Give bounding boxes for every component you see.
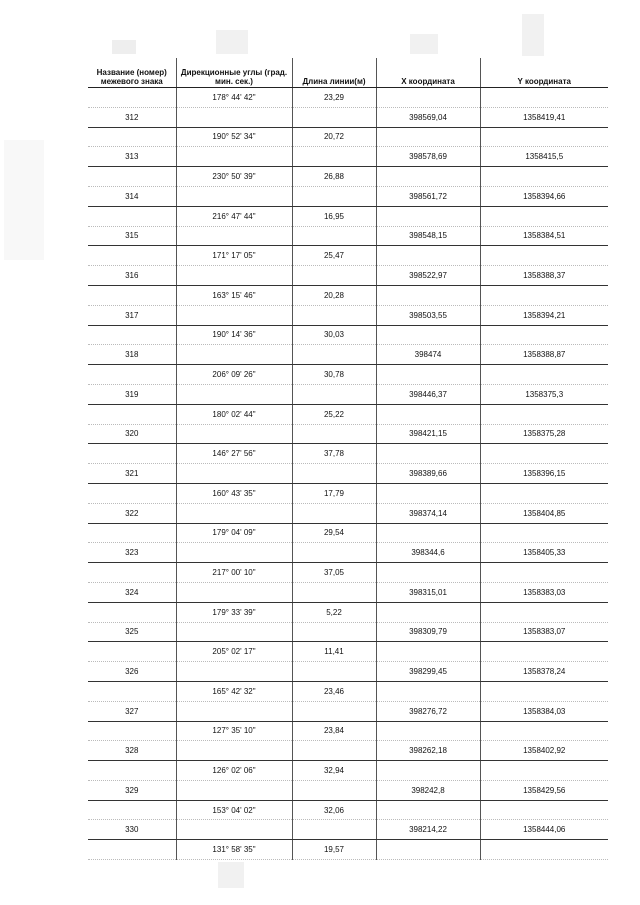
scan-noise bbox=[112, 40, 136, 54]
cell-length bbox=[292, 662, 376, 682]
cell-y: 1358388,87 bbox=[480, 345, 608, 365]
cell-y bbox=[480, 325, 608, 345]
cell-angle bbox=[176, 464, 292, 484]
cell-y: 1358378,24 bbox=[480, 662, 608, 682]
cell-length bbox=[292, 701, 376, 721]
cell-angle bbox=[176, 622, 292, 642]
cell-x bbox=[376, 444, 480, 464]
cell-y bbox=[480, 483, 608, 503]
cell-name bbox=[88, 167, 176, 187]
table-row-point bbox=[88, 107, 608, 127]
table-header-row bbox=[88, 58, 608, 88]
cell-angle: 190° 14' 36" bbox=[176, 325, 292, 345]
cell-angle bbox=[176, 780, 292, 800]
cell-length bbox=[292, 543, 376, 563]
cell-name: 323 bbox=[88, 543, 176, 563]
table-row-point bbox=[88, 701, 608, 721]
cell-length: 5,22 bbox=[292, 602, 376, 622]
cell-length: 25,22 bbox=[292, 404, 376, 424]
cell-name: 327 bbox=[88, 701, 176, 721]
table-row-point bbox=[88, 820, 608, 840]
cell-name: 313 bbox=[88, 147, 176, 167]
cell-angle bbox=[176, 503, 292, 523]
cell-y: 1358384,03 bbox=[480, 701, 608, 721]
cell-angle bbox=[176, 543, 292, 563]
cell-angle: 165° 42' 32" bbox=[176, 681, 292, 701]
table-row-point bbox=[88, 582, 608, 602]
table-row-point bbox=[88, 503, 608, 523]
cell-length bbox=[292, 424, 376, 444]
cell-x: 398374,14 bbox=[376, 503, 480, 523]
cell-length bbox=[292, 741, 376, 761]
table-row-segment bbox=[88, 404, 608, 424]
cell-x: 398474 bbox=[376, 345, 480, 365]
cell-name bbox=[88, 523, 176, 543]
cell-name bbox=[88, 681, 176, 701]
cell-name bbox=[88, 483, 176, 503]
cell-name: 321 bbox=[88, 464, 176, 484]
cell-name: 320 bbox=[88, 424, 176, 444]
cell-name bbox=[88, 206, 176, 226]
table-row-segment bbox=[88, 602, 608, 622]
cell-angle bbox=[176, 820, 292, 840]
cell-length: 37,78 bbox=[292, 444, 376, 464]
cell-angle bbox=[176, 662, 292, 682]
table-row-point bbox=[88, 543, 608, 563]
cell-y: 1358404,85 bbox=[480, 503, 608, 523]
cell-name bbox=[88, 404, 176, 424]
cell-y bbox=[480, 721, 608, 741]
cell-x: 398578,69 bbox=[376, 147, 480, 167]
cell-name bbox=[88, 761, 176, 781]
cell-length: 32,06 bbox=[292, 800, 376, 820]
cell-y: 1358415,5 bbox=[480, 147, 608, 167]
cell-name bbox=[88, 365, 176, 385]
cell-x bbox=[376, 325, 480, 345]
cell-name bbox=[88, 563, 176, 583]
cell-y bbox=[480, 285, 608, 305]
table-row-segment bbox=[88, 563, 608, 583]
cell-angle bbox=[176, 107, 292, 127]
cell-name: 324 bbox=[88, 582, 176, 602]
cell-x bbox=[376, 88, 480, 108]
cell-length bbox=[292, 345, 376, 365]
cell-x: 398522,97 bbox=[376, 266, 480, 286]
cell-x bbox=[376, 761, 480, 781]
cell-angle bbox=[176, 266, 292, 286]
cell-y: 1358388,37 bbox=[480, 266, 608, 286]
cell-y bbox=[480, 602, 608, 622]
table-row-segment bbox=[88, 167, 608, 187]
cell-y bbox=[480, 206, 608, 226]
cell-name bbox=[88, 285, 176, 305]
cell-length: 17,79 bbox=[292, 483, 376, 503]
cell-x bbox=[376, 206, 480, 226]
cell-name: 312 bbox=[88, 107, 176, 127]
cell-x: 398262,18 bbox=[376, 741, 480, 761]
cell-x: 398569,04 bbox=[376, 107, 480, 127]
cell-x: 398309,79 bbox=[376, 622, 480, 642]
cell-length bbox=[292, 622, 376, 642]
cell-name: 330 bbox=[88, 820, 176, 840]
cell-name bbox=[88, 325, 176, 345]
header-length: Длина линии(м) bbox=[292, 58, 376, 88]
cell-y bbox=[480, 127, 608, 147]
cell-length: 30,78 bbox=[292, 365, 376, 385]
cell-name bbox=[88, 642, 176, 662]
cell-angle: 163° 15' 46" bbox=[176, 285, 292, 305]
cell-x: 398344,6 bbox=[376, 543, 480, 563]
cell-length bbox=[292, 582, 376, 602]
cell-y bbox=[480, 167, 608, 187]
table-row-point bbox=[88, 147, 608, 167]
cell-angle: 217° 00' 10" bbox=[176, 563, 292, 583]
cell-y: 1358396,15 bbox=[480, 464, 608, 484]
cell-y bbox=[480, 642, 608, 662]
cell-y: 1358429,56 bbox=[480, 780, 608, 800]
cell-name bbox=[88, 800, 176, 820]
table-row-point bbox=[88, 345, 608, 365]
table-row-segment bbox=[88, 285, 608, 305]
cell-y: 1358405,33 bbox=[480, 543, 608, 563]
cell-angle: 171° 17' 05" bbox=[176, 246, 292, 266]
table-row-point bbox=[88, 424, 608, 444]
cell-name: 314 bbox=[88, 186, 176, 206]
cell-length bbox=[292, 780, 376, 800]
cell-x: 398503,55 bbox=[376, 305, 480, 325]
table-row-segment bbox=[88, 800, 608, 820]
cell-x: 398214,22 bbox=[376, 820, 480, 840]
cell-y: 1358394,21 bbox=[480, 305, 608, 325]
scan-noise bbox=[4, 140, 44, 260]
header-x: X координата bbox=[376, 58, 480, 88]
cell-angle: 230° 50' 39" bbox=[176, 167, 292, 187]
cell-length bbox=[292, 384, 376, 404]
cell-angle: 126° 02' 06" bbox=[176, 761, 292, 781]
cell-name bbox=[88, 840, 176, 860]
table-row-point bbox=[88, 780, 608, 800]
header-angle: Дирекционные углы (град. мин. сек.) bbox=[176, 58, 292, 88]
cell-angle: 205° 02' 17" bbox=[176, 642, 292, 662]
cell-x: 398276,72 bbox=[376, 701, 480, 721]
cell-length bbox=[292, 147, 376, 167]
cell-name bbox=[88, 88, 176, 108]
cell-angle bbox=[176, 147, 292, 167]
cell-x bbox=[376, 602, 480, 622]
cell-length: 32,94 bbox=[292, 761, 376, 781]
table-row-segment bbox=[88, 681, 608, 701]
table-row-segment bbox=[88, 840, 608, 860]
cell-length bbox=[292, 186, 376, 206]
cell-x bbox=[376, 800, 480, 820]
cell-x bbox=[376, 483, 480, 503]
cell-length bbox=[292, 464, 376, 484]
cell-x bbox=[376, 721, 480, 741]
cell-length: 16,95 bbox=[292, 206, 376, 226]
table-row-segment bbox=[88, 761, 608, 781]
table-row-segment bbox=[88, 88, 608, 108]
cell-name: 317 bbox=[88, 305, 176, 325]
cell-y bbox=[480, 761, 608, 781]
cell-angle: 127° 35' 10" bbox=[176, 721, 292, 741]
cell-x bbox=[376, 285, 480, 305]
cell-y bbox=[480, 246, 608, 266]
cell-name: 319 bbox=[88, 384, 176, 404]
table-row-segment bbox=[88, 365, 608, 385]
cell-name bbox=[88, 127, 176, 147]
scan-noise bbox=[218, 862, 244, 888]
cell-length bbox=[292, 226, 376, 246]
cell-length: 37,05 bbox=[292, 563, 376, 583]
cell-x: 398299,45 bbox=[376, 662, 480, 682]
cell-name bbox=[88, 246, 176, 266]
cell-y bbox=[480, 840, 608, 860]
cell-angle bbox=[176, 345, 292, 365]
table-row-point bbox=[88, 741, 608, 761]
table-body bbox=[88, 88, 608, 860]
cell-y bbox=[480, 444, 608, 464]
cell-angle bbox=[176, 305, 292, 325]
cell-x bbox=[376, 840, 480, 860]
cell-y bbox=[480, 365, 608, 385]
table-row-point bbox=[88, 464, 608, 484]
cell-name: 318 bbox=[88, 345, 176, 365]
cell-y: 1358394,66 bbox=[480, 186, 608, 206]
cell-name: 325 bbox=[88, 622, 176, 642]
cell-length: 29,54 bbox=[292, 523, 376, 543]
cell-length: 26,88 bbox=[292, 167, 376, 187]
cell-y: 1358375,3 bbox=[480, 384, 608, 404]
cell-name bbox=[88, 602, 176, 622]
table-row-point bbox=[88, 305, 608, 325]
cell-angle bbox=[176, 741, 292, 761]
cell-x bbox=[376, 365, 480, 385]
cell-x: 398561,72 bbox=[376, 186, 480, 206]
cell-angle: 153° 04' 02" bbox=[176, 800, 292, 820]
table-row-segment bbox=[88, 246, 608, 266]
cell-x: 398446,37 bbox=[376, 384, 480, 404]
cell-name bbox=[88, 721, 176, 741]
table-row-point bbox=[88, 384, 608, 404]
cell-x bbox=[376, 127, 480, 147]
cell-angle bbox=[176, 186, 292, 206]
cell-name: 316 bbox=[88, 266, 176, 286]
cell-angle: 206° 09' 26" bbox=[176, 365, 292, 385]
cell-y bbox=[480, 800, 608, 820]
table-row-segment bbox=[88, 325, 608, 345]
cell-y: 1358375,28 bbox=[480, 424, 608, 444]
table-row-point bbox=[88, 266, 608, 286]
cell-length: 23,29 bbox=[292, 88, 376, 108]
table-row-segment bbox=[88, 642, 608, 662]
cell-y bbox=[480, 681, 608, 701]
table-row-segment bbox=[88, 721, 608, 741]
table-row-segment bbox=[88, 444, 608, 464]
cell-angle: 146° 27' 56" bbox=[176, 444, 292, 464]
table-row-segment bbox=[88, 206, 608, 226]
cell-name: 322 bbox=[88, 503, 176, 523]
cell-angle: 160° 43' 35" bbox=[176, 483, 292, 503]
cell-length: 11,41 bbox=[292, 642, 376, 662]
table-row-segment bbox=[88, 483, 608, 503]
cell-length bbox=[292, 266, 376, 286]
cell-angle: 179° 33' 39" bbox=[176, 602, 292, 622]
scan-noise bbox=[216, 30, 248, 54]
cell-length: 23,46 bbox=[292, 681, 376, 701]
header-name: Название (номер) межевого знака bbox=[88, 58, 176, 88]
cell-angle bbox=[176, 582, 292, 602]
cell-y bbox=[480, 404, 608, 424]
cell-x bbox=[376, 563, 480, 583]
header-y: Y координата bbox=[480, 58, 608, 88]
cell-x bbox=[376, 681, 480, 701]
boundary-points-table bbox=[88, 58, 608, 860]
cell-angle: 131° 58' 35" bbox=[176, 840, 292, 860]
cell-y bbox=[480, 563, 608, 583]
cell-name: 326 bbox=[88, 662, 176, 682]
cell-x: 398548,15 bbox=[376, 226, 480, 246]
scan-noise bbox=[522, 14, 544, 56]
cell-y: 1358444,06 bbox=[480, 820, 608, 840]
scan-noise bbox=[410, 34, 438, 54]
cell-x: 398315,01 bbox=[376, 582, 480, 602]
cell-length bbox=[292, 305, 376, 325]
cell-y bbox=[480, 88, 608, 108]
table-row-point bbox=[88, 186, 608, 206]
cell-length: 19,57 bbox=[292, 840, 376, 860]
table-row-segment bbox=[88, 523, 608, 543]
cell-x bbox=[376, 404, 480, 424]
cell-length: 25,47 bbox=[292, 246, 376, 266]
cell-y: 1358383,03 bbox=[480, 582, 608, 602]
cell-y: 1358419,41 bbox=[480, 107, 608, 127]
cell-angle bbox=[176, 424, 292, 444]
cell-angle bbox=[176, 701, 292, 721]
cell-y: 1358384,51 bbox=[480, 226, 608, 246]
cell-x bbox=[376, 167, 480, 187]
table-row-point bbox=[88, 662, 608, 682]
cell-length: 30,03 bbox=[292, 325, 376, 345]
table-row-point bbox=[88, 622, 608, 642]
cell-angle bbox=[176, 226, 292, 246]
cell-length bbox=[292, 107, 376, 127]
table-row-point bbox=[88, 226, 608, 246]
cell-length: 20,72 bbox=[292, 127, 376, 147]
cell-name bbox=[88, 444, 176, 464]
cell-y bbox=[480, 523, 608, 543]
cell-angle: 180° 02' 44" bbox=[176, 404, 292, 424]
cell-angle: 216° 47' 44" bbox=[176, 206, 292, 226]
cell-x bbox=[376, 523, 480, 543]
cell-angle: 178° 44' 42" bbox=[176, 88, 292, 108]
cell-length bbox=[292, 503, 376, 523]
cell-length: 20,28 bbox=[292, 285, 376, 305]
cell-name: 328 bbox=[88, 741, 176, 761]
cell-x: 398389,66 bbox=[376, 464, 480, 484]
cell-angle: 190° 52' 34" bbox=[176, 127, 292, 147]
cell-name: 329 bbox=[88, 780, 176, 800]
cell-length: 23,84 bbox=[292, 721, 376, 741]
cell-angle bbox=[176, 384, 292, 404]
cell-x: 398242,8 bbox=[376, 780, 480, 800]
table-row-segment bbox=[88, 127, 608, 147]
cell-length bbox=[292, 820, 376, 840]
cell-x bbox=[376, 246, 480, 266]
cell-x bbox=[376, 642, 480, 662]
cell-x: 398421,15 bbox=[376, 424, 480, 444]
cell-angle: 179° 04' 09" bbox=[176, 523, 292, 543]
cell-y: 1358383,07 bbox=[480, 622, 608, 642]
cell-name: 315 bbox=[88, 226, 176, 246]
cell-y: 1358402,92 bbox=[480, 741, 608, 761]
